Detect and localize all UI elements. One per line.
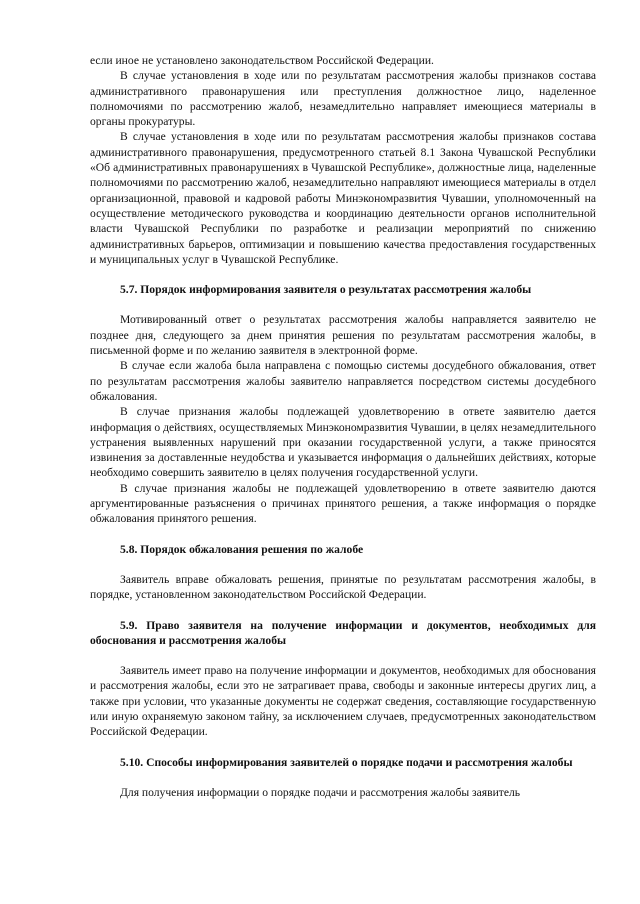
section-heading: 5.9. Право заявителя на получение информации и документов, необходимых для обоснования и рассмотрения жалобы	[90, 618, 596, 647]
paragraph: В случае признания жалобы не подлежащей удовлетворению в ответе заявителю даются аргументированные разъяснения о причинах принятого решения, а также информация о порядке обжалования принятого решения.	[90, 481, 596, 526]
section-heading: 5.10. Способы информирования заявителей о порядке подачи и рассмотрения жалобы	[120, 755, 573, 769]
section-heading: 5.7. Порядок информирования заявителя о результатах рассмотрения жалобы	[120, 283, 532, 297]
paragraph: Мотивированный ответ о результатах рассмотрения жалобы направляется заявителю не позднее дня, следующего за днем принятия решения по результатам рассмотрения жалобы, в письменной форме и по желанию заявителя в электронной форме.	[90, 313, 596, 358]
paragraph: Для получения информации о порядке подачи и рассмотрения жалобы заявитель	[120, 785, 521, 799]
paragraph: если иное не установлено законодательством Российской Федерации.	[90, 54, 434, 67]
paragraph: Заявитель вправе обжаловать решения, принятые по результатам рассмотрения жалобы, в порядке, установленном законодательством Российской Федерации.	[90, 572, 596, 602]
paragraph: В случае установления в ходе или по результатам рассмотрения жалобы признаков состава административного правонарушения или преступления должностное лицо, наделенное полномочиями по рассмотрению жалоб, незамедлительно направляет имеющиеся материалы в органы прокуратуры.	[90, 69, 596, 129]
section-heading: 5.8. Порядок обжалования решения по жалобе	[120, 542, 364, 556]
paragraph: В случае если жалоба была направлена с помощью системы досудебного обжалования, ответ по результатам рассмотрения жалобы заявителю направляется посредством системы досудебного обжалования.	[90, 359, 596, 403]
paragraph: Заявитель имеет право на получение информации и документов, необходимых для обоснования и рассмотрения жалобы, если это не затрагивает права, свободы и законные интересы других лиц, а также при условии, что указанные документы не содержат сведения, составляющие государственную или иную охраняемую законом тайну, за исключением случаев, предусмотренных законодательством Российской Федерации.	[90, 664, 596, 739]
paragraph: В случае признания жалобы подлежащей удовлетворению в ответе заявителю дается информация о действиях, осуществляемых Минэкономразвития Чувашии, в целях незамедлительного устранения выявленных нарушений при оказании государственной услуги, а также приносятся извинения за доставленные неудобства и указывается информация о дальнейших действиях, которые необходимо совершить заявителю в целях получения государственной услуги.	[90, 405, 596, 480]
paragraph: В случае установления в ходе или по результатам рассмотрения жалобы признаков состава административного правонарушения, предусмотренного статьей 8.1 Закона Чувашской Республики «Об административных правонарушениях в Чувашской Республике», должностные лица, наделенные полномочиями по рассмотрению жалоб, незамедлительно направляют имеющиеся материалы в отдел организационной, правовой и кадровой работы Минэкономразвития Чувашии, уполномоченный на осуществление методического руководства и координацию деятельности органов исполнительной власти Чувашской Республики по разработке и реализации мероприятий по снижению административных барьеров, оптимизации и повышению качества предоставления государственных и муниципальных услуг в Чувашской Республике.	[90, 130, 596, 266]
